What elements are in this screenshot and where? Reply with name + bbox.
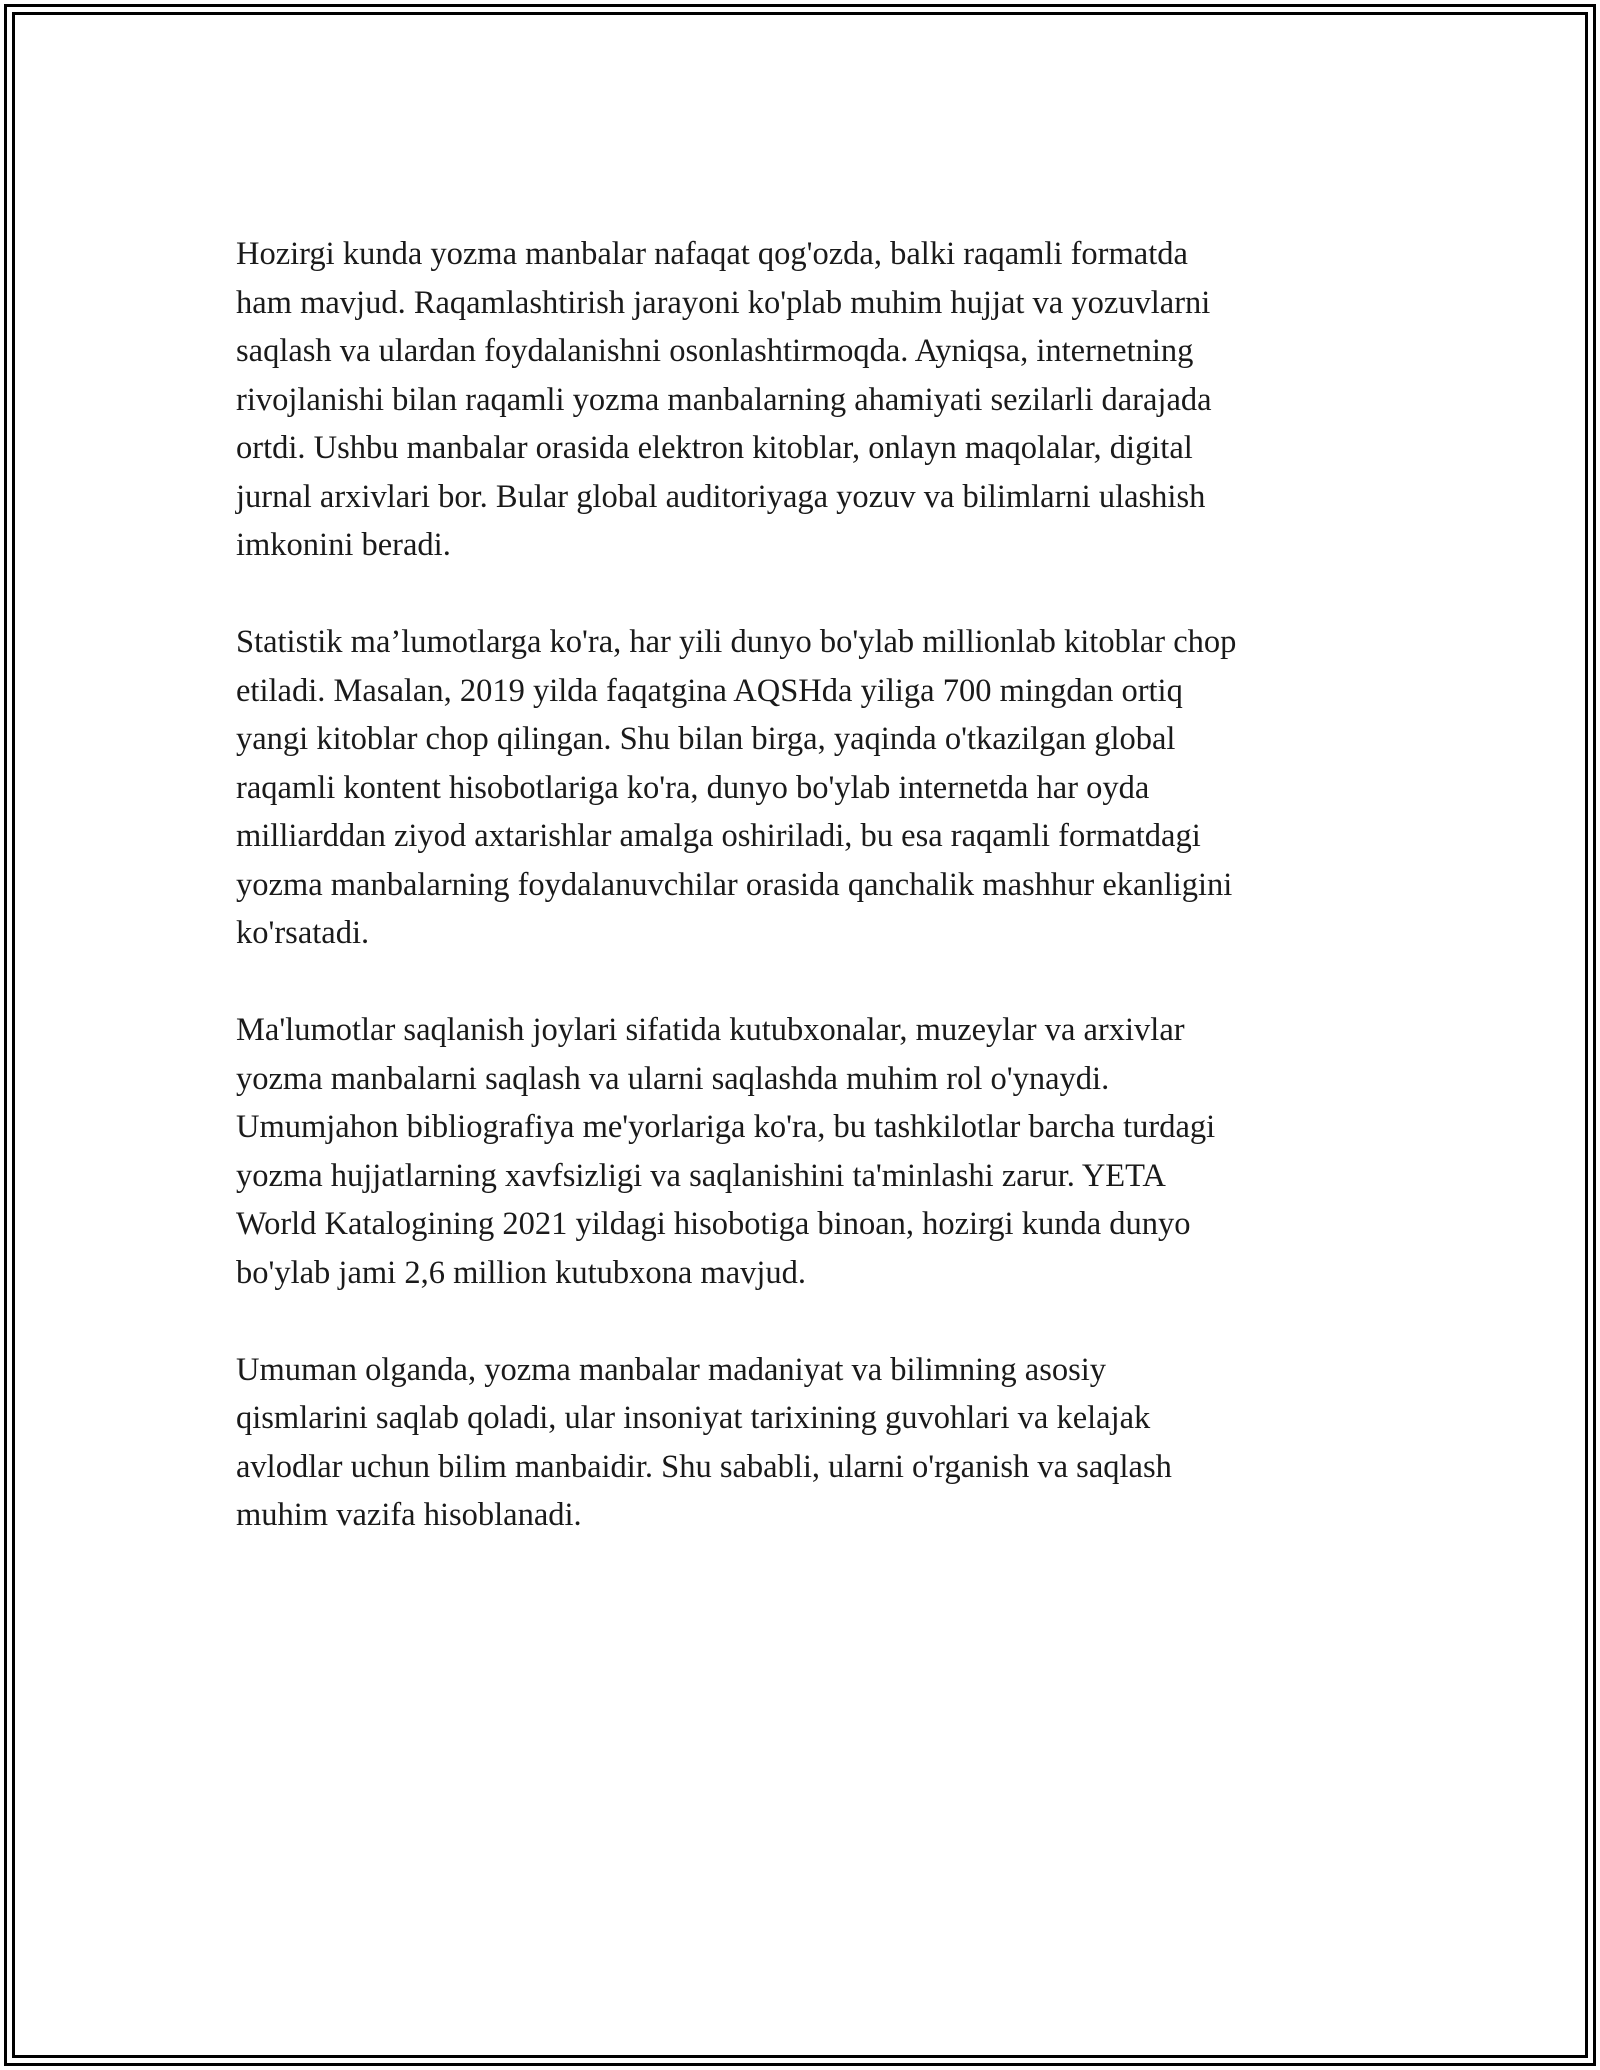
document-body (236, 230, 1406, 1588)
paragraph-statistics: Statistik ma’lumotlarga ko'ra, har yili dunyo bo'ylab millionlab kitoblar chop etiladi. Masalan, 2019 yilda faqatgina AQSHda yiliga 700 mingdan ortiq yangi kitoblar chop qilingan. Shu bilan birga, yaqinda o'tkazilgan global raqamli kontent hisobotlariga ko'ra, dunyo bo'ylab internetda har oyda milliarddan ziyod axtarishlar amalga oshiriladi, bu esa raqamli formatdagi yozma manbalarning foydalanuvchilar orasida qanchalik mashhur ekanligini ko'rsatadi. (236, 624, 1237, 951)
paragraph-conclusion: Umuman olganda, yozma manbalar madaniyat va bilimning asosiy qismlarini saqlab qoladi, ular insoniyat tarixining guvohlari va kelajak avlodlar uchun bilim manbaidir. Shu sababli, ularni o'rganish va saqlash muhim vazifa hisoblanadi. (236, 1351, 1172, 1533)
paragraph-digital-sources: Hozirgi kunda yozma manbalar nafaqat qog'ozda, balki raqamli formatda ham mavjud. Raqamlashtirish jarayoni ko'plab muhim hujjat va yozuvlarni saqlash va ulardan foydalanishni osonlashtirmoqda. Ayniqsa, internetning rivojlanishi bilan raqamli yozma manbalarning ahamiyati sezilarli darajada ortdi. Ushbu manbalar orasida elektron kitoblar, onlayn maqolalar, digital jurnal arxivlari bor. Bular global auditoriyaga yozuv va bilimlarni ulashish imkonini beradi. (236, 236, 1212, 563)
paragraph-libraries: Ma'lumotlar saqlanish joylari sifatida kutubxonalar, muzeylar va arxivlar yozma manbalarni saqlash va ularni saqlashda muhim rol o'ynaydi. Umumjahon bibliografiya me'yorlariga ko'ra, bu tashkilotlar barcha turdagi yozma hujjatlarning xavfsizligi va saqlanishini ta'minlashi zarur. YETA World Katalogining 2021 yildagi hisobotiga binoan, hozirgi kunda dunyo bo'ylab jami 2,6 million kutubxona mavjud. (236, 1012, 1216, 1291)
